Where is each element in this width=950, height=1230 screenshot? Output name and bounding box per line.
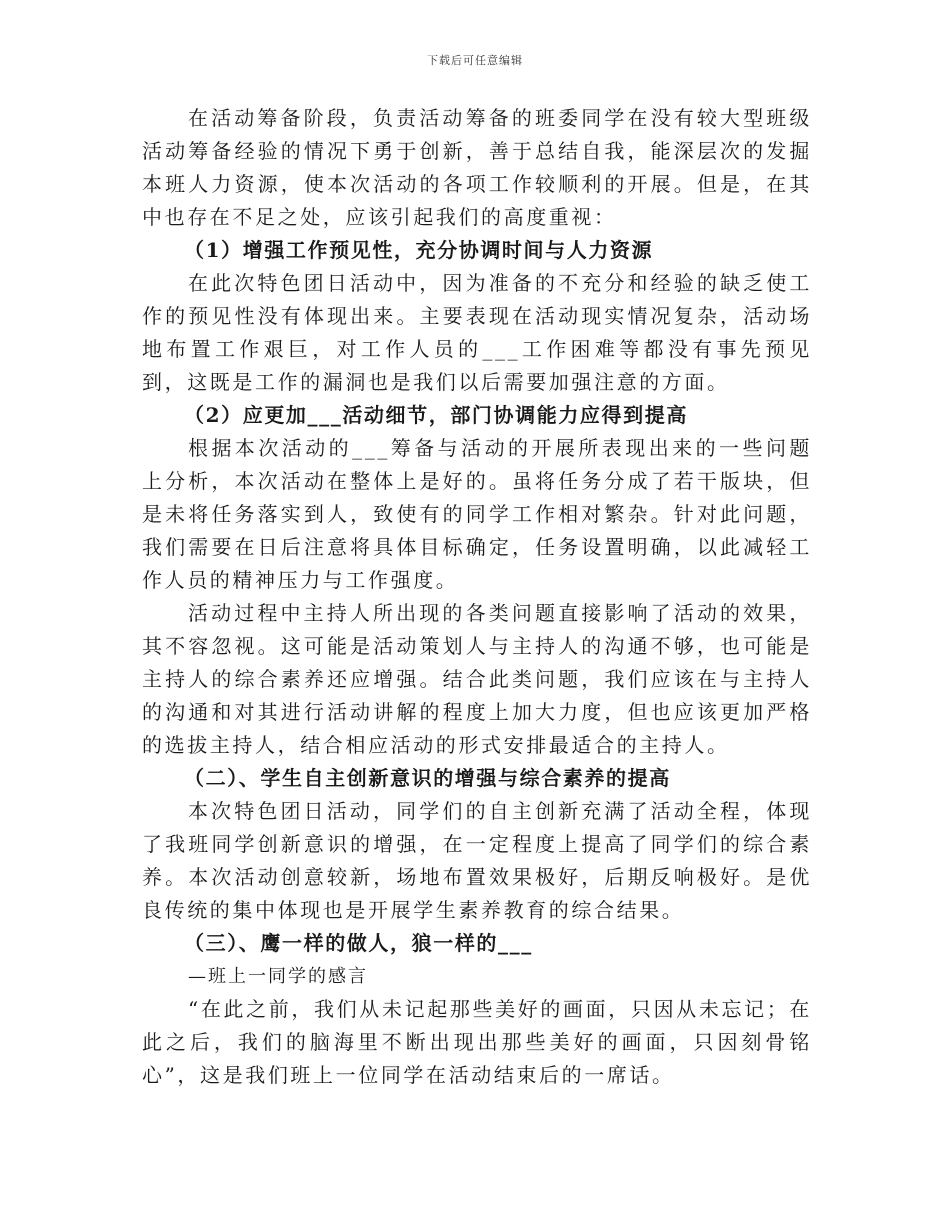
page-header: 下载后可任意编辑	[427, 54, 523, 67]
paragraph-4: 活动过程中主持人所出现的各类问题直接影响了活动的效果，其不容忽视。这可能是活动策划人与主持人的沟通不够，也可能是主持人的综合素养还应增强。结合此类问题，我们应该在与主持人的沟通和对其进行活动讲解的程度上加大力度，但也应该更加严格的选拔主持人，结合相应活动的形式安排最适合的主持人。	[142, 601, 812, 757]
paragraph-6: “在此之前，我们从未记起那些美好的画面，只因从未忘记；在此之后，我们的脑海里不断出现出那些美好的画面，只因刻骨铭心”，这是我们班上一位同学在活动结束后的一席话。	[142, 997, 812, 1087]
document-body	[142, 102, 812, 1092]
heading-3: （二）、学生自主创新意识的增强与综合素养的提高	[184, 766, 671, 790]
heading-1: （1）增强工作预见性，充分协调时间与人力资源	[184, 238, 654, 262]
paragraph-5: 本次特色团日活动，同学们的自主创新充满了活动全程，体现了我班同学创新意识的增强，在一定程度上提高了同学们的综合素养。本次活动创意较新，场地布置效果极好，后期反响极好。是优良传统的集中体现也是开展学生素养教育的综合结果。	[142, 799, 812, 922]
heading-2: （2）应更加___活动细节，部门协调能力应得到提高	[184, 403, 688, 427]
paragraph-1: 在活动筹备阶段，负责活动筹备的班委同学在没有较大型班级活动筹备经验的情况下勇于创新，善于总结自我，能深层次的发掘本班人力资源，使本次活动的各项工作较顺利的开展。但是，在其中也存在不足之处，应该引起我们的高度重视：	[142, 106, 812, 229]
quote-attribution: —班上一同学的感言	[188, 966, 368, 987]
heading-4: （三）、鹰一样的做人，狼一样的___	[184, 931, 533, 955]
paragraph-2: 在此次特色团日活动中，因为准备的不充分和经验的缺乏使工作的预见性没有体现出来。主要表现在活动现实情况复杂，活动场地布置工作艰巨，对工作人员的___工作困难等都没有事先预见到，这既是工作的漏洞也是我们以后需要加强注意的方面。	[142, 271, 812, 394]
paragraph-3: 根据本次活动的___筹备与活动的开展所表现出来的一些问题上分析，本次活动在整体上是好的。虽将任务分成了若干版块，但是未将任务落实到人，致使有的同学工作相对繁杂。针对此问题，我们需要在日后注意将具体目标确定，任务设置明确，以此减轻工作人员的精神压力与工作强度。	[142, 436, 812, 592]
